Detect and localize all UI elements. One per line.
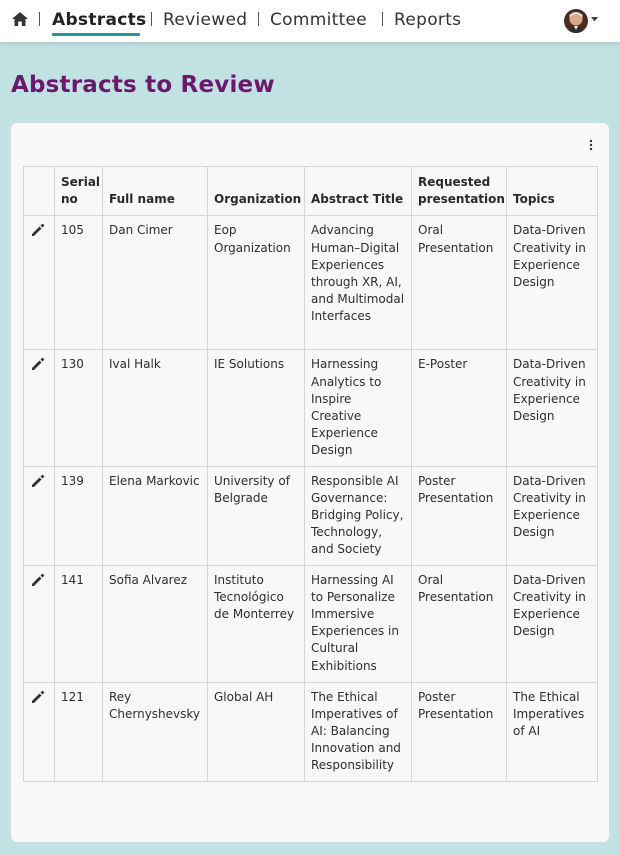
nav-separator	[382, 12, 383, 26]
column-header-edit	[24, 167, 55, 216]
cell-organization: University of Belgrade	[208, 466, 305, 565]
column-header-abstract-title[interactable]: Abstract Title	[305, 167, 412, 216]
user-avatar[interactable]	[564, 9, 588, 33]
table-row	[24, 466, 598, 565]
cell-organization: Eop Organization	[208, 216, 305, 350]
table-row	[24, 216, 598, 350]
cell-presentation: Poster Presentation	[412, 682, 507, 781]
edit-pencil-icon[interactable]	[30, 222, 46, 238]
table-row	[24, 565, 598, 682]
cell-serial: 121	[55, 682, 103, 781]
active-tab-indicator	[52, 33, 140, 36]
abstracts-card	[11, 123, 609, 842]
cell-organization: Instituto Tecnológico de Monterrey	[208, 565, 305, 682]
edit-pencil-icon[interactable]	[30, 689, 46, 705]
cell-full-name: Ival Halk	[103, 350, 208, 466]
cell-topics: Data-Driven Creativity in Experience Design	[507, 565, 598, 682]
cell-full-name: Dan Cimer	[103, 216, 208, 350]
cell-abstract-title: Responsible AI Governance: Bridging Policy, Technology, and Society	[305, 466, 412, 565]
cell-full-name: Sofia Alvarez	[103, 565, 208, 682]
edit-pencil-icon[interactable]	[30, 473, 46, 489]
table-row	[24, 350, 598, 466]
cell-presentation: Oral Presentation	[412, 216, 507, 350]
cell-presentation: E-Poster	[412, 350, 507, 466]
column-header-full-name[interactable]: Full name	[103, 167, 208, 216]
chevron-down-icon[interactable]	[591, 17, 598, 22]
abstracts-table	[23, 166, 598, 782]
nav-tab-reports[interactable]: Reports	[394, 10, 462, 30]
cell-topics: Data-Driven Creativity in Experience Design	[507, 216, 598, 350]
nav-tab-reviewed[interactable]: Reviewed	[163, 10, 248, 30]
cell-topics: Data-Driven Creativity in Experience Design	[507, 350, 598, 466]
nav-tab-abstracts[interactable]: Abstracts	[52, 10, 147, 30]
cell-topics: The Ethical Imperatives of AI	[507, 682, 598, 781]
nav-separator	[258, 12, 259, 26]
cell-abstract-title: Harnessing Analytics to Inspire Creative Experience Design	[305, 350, 412, 466]
cell-serial: 139	[55, 466, 103, 565]
cell-organization: IE Solutions	[208, 350, 305, 466]
column-header-serial[interactable]: Serial no	[55, 167, 103, 216]
edit-pencil-icon[interactable]	[30, 572, 46, 588]
cell-presentation: Poster Presentation	[412, 466, 507, 565]
cell-full-name: Rey Chernyshevsky	[103, 682, 208, 781]
column-header-organization[interactable]: Organization	[208, 167, 305, 216]
cell-full-name: Elena Markovic	[103, 466, 208, 565]
edit-pencil-icon[interactable]	[30, 356, 46, 372]
home-icon[interactable]	[11, 10, 29, 28]
cell-serial: 130	[55, 350, 103, 466]
cell-abstract-title: The Ethical Imperatives of AI: Balancing Innovation and Responsibility	[305, 682, 412, 781]
cell-topics: Data-Driven Creativity in Experience Design	[507, 466, 598, 565]
cell-abstract-title: Advancing Human–Digital Experiences through XR, AI, and Multimodal Interfaces	[305, 216, 412, 350]
cell-abstract-title: Harnessing AI to Personalize Immersive Experiences in Cultural Exhibitions	[305, 565, 412, 682]
nav-tab-committee[interactable]: Committee	[270, 10, 368, 30]
table-header-row	[24, 167, 598, 216]
nav-separator	[151, 12, 152, 26]
column-header-topics[interactable]: Topics	[507, 167, 598, 216]
nav-separator	[39, 12, 40, 26]
column-header-presentation[interactable]: Requested presentation	[412, 167, 507, 216]
table-row	[24, 682, 598, 781]
cell-organization: Global AH	[208, 682, 305, 781]
page-title: Abstracts to Review	[11, 72, 275, 98]
cell-presentation: Oral Presentation	[412, 565, 507, 682]
more-options-icon[interactable]	[587, 139, 595, 151]
cell-serial: 141	[55, 565, 103, 682]
cell-serial: 105	[55, 216, 103, 350]
top-nav-bar	[0, 0, 620, 43]
